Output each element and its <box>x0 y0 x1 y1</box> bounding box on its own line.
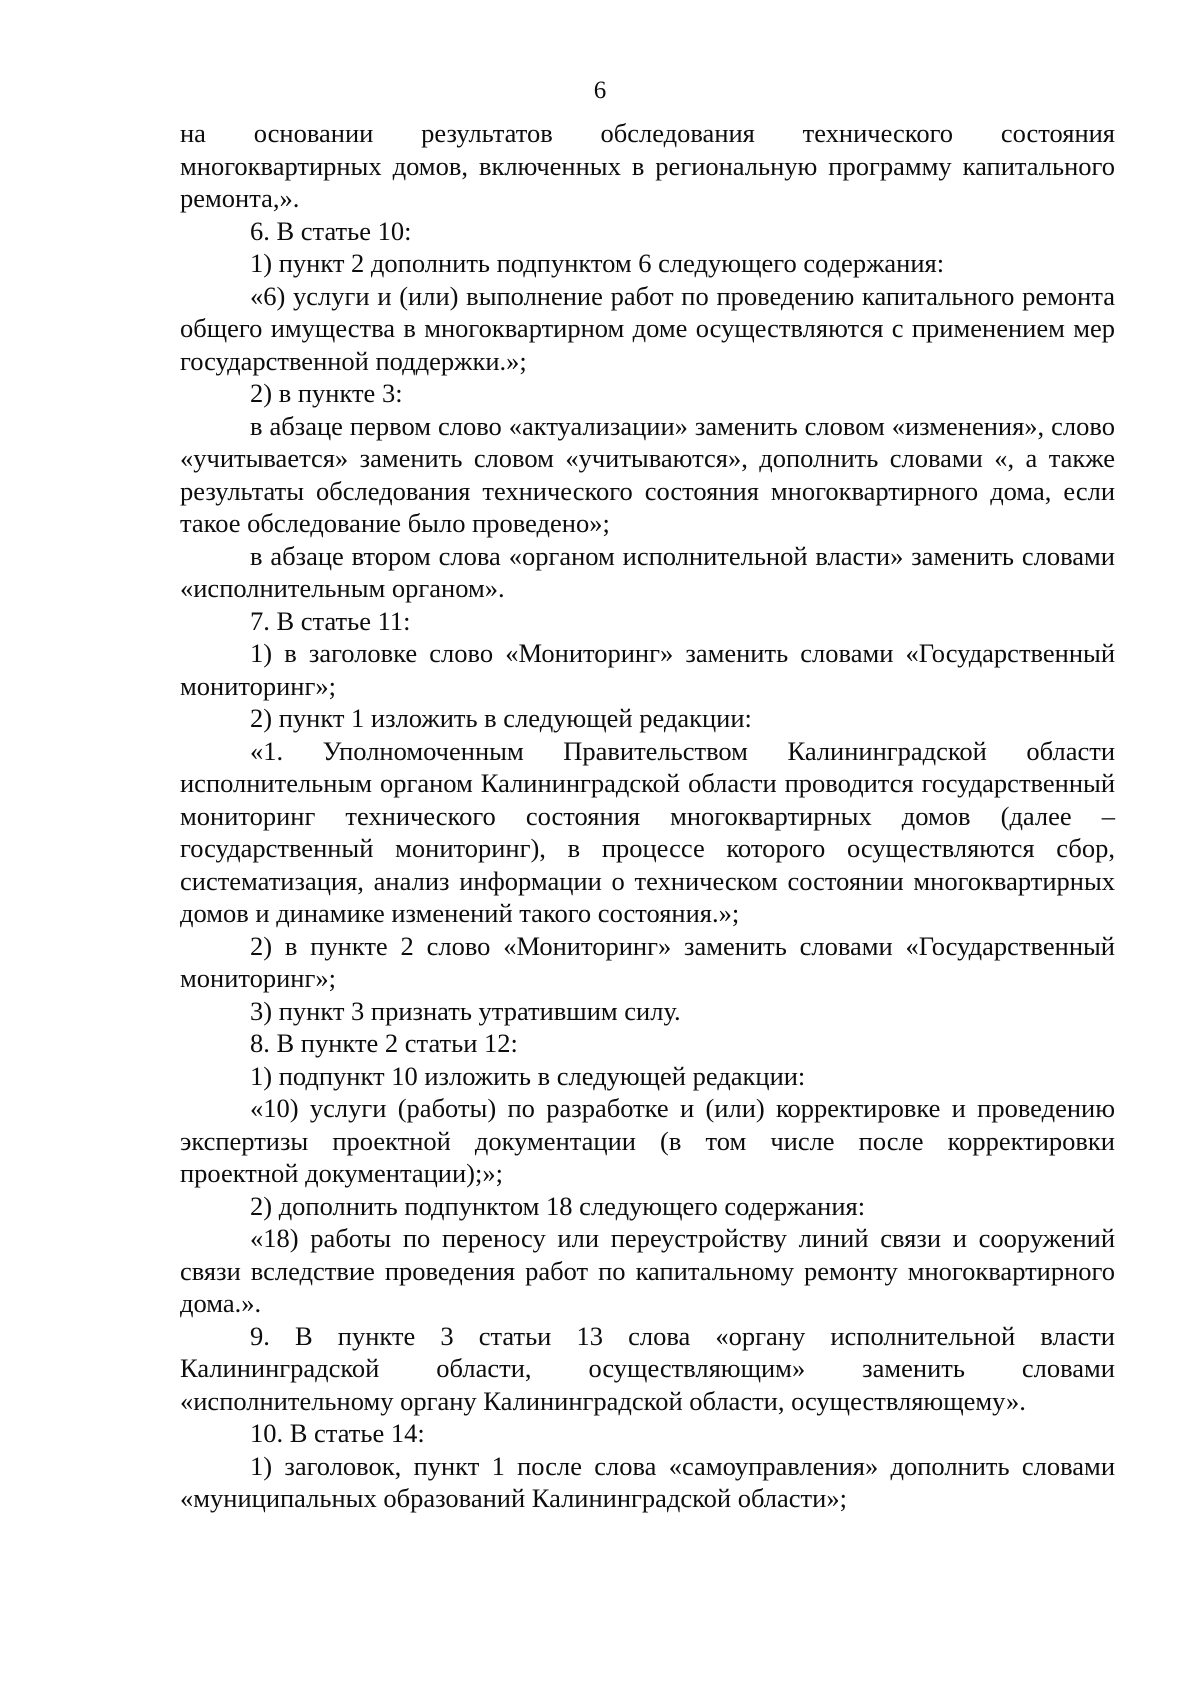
paragraph-item: 2) в пункте 3: <box>250 378 403 408</box>
paragraph-item: 2) пункт 1 изложить в следующей редакции: <box>250 703 752 733</box>
paragraph-article-12-heading: 8. В пункте 2 статьи 12: <box>250 1028 518 1058</box>
page-number: 6 <box>593 77 607 104</box>
paragraph-quote: «1. Уполномоченным Правительством Калининградской области исполнительным органом Калининградской области проводится государственный мониторинг технического состояния многоквартирных домов (далее – государственный мониторинг), в процессе которого осуществляются сбор, систематизация, анализ информации о техническом состоянии многоквартирных домов и динамике изменений такого состояния.»; <box>180 735 1115 928</box>
paragraph-item: 2) в пункте 2 слово «Мониторинг» заменить словами «Государственный мониторинг»; <box>180 930 1115 993</box>
paragraph-quote: «10) услуги (работы) по разработке и (или) корректировке и проведению экспертизы проектной документации (в том числе после корректировки проектной документации);»; <box>180 1093 1115 1188</box>
document-body <box>180 117 1115 1515</box>
paragraph-item: 1) подпункт 10 изложить в следующей редакции: <box>250 1060 806 1091</box>
paragraph-item: 1) в заголовке слово «Мониторинг» заменить словами «Государственный мониторинг»; <box>180 638 1115 701</box>
paragraph-article-10-heading: 6. В статье 10: <box>250 215 412 246</box>
paragraph-continuation: на основании результатов обследования технического состояния многоквартирных домов, включенных в региональную программу капитального ремонта,». <box>180 118 1115 213</box>
paragraph-item: 3) пункт 3 признать утратившим силу. <box>250 995 681 1026</box>
paragraph-quote: «18) работы по переносу или переустройству линий связи и сооружений связи вследствие проведения работ по капитальному ремонту многоквартирного дома.». <box>180 1223 1115 1318</box>
paragraph-item: 1) пункт 2 дополнить подпунктом 6 следующего содержания: <box>250 248 945 278</box>
paragraph-article-14-heading: 10. В статье 14: <box>250 1418 425 1448</box>
paragraph-article-13-amendment: 9. В пункте 3 статьи 13 слова «органу исполнительной власти Калининградской области, осуществляющим» заменить словами «исполнительному органу Калининградской области, осуществляющему». <box>180 1320 1115 1416</box>
paragraph-amendment: в абзаце втором слова «органом исполнительной власти» заменить словами «исполнительным органом». <box>180 540 1115 603</box>
paragraph-item: 2) дополнить подпунктом 18 следующего содержания: <box>250 1190 866 1221</box>
paragraph-article-11-heading: 7. В статье 11: <box>250 605 411 636</box>
paragraph-item: 1) заголовок, пункт 1 после слова «самоуправления» дополнить словами «муниципальных образований Калининградской области»; <box>180 1450 1115 1513</box>
paragraph-amendment: в абзаце первом слово «актуализации» заменить словом «изменения», слово «учитывается» заменить словом «учитываются», дополнить словами «, а также результаты обследования технического состояния многоквартирного дома, если такое обследование было проведено»; <box>180 410 1115 538</box>
paragraph-quote: «6) услуги и (или) выполнение работ по проведению капитального ремонта общего имущества в многоквартирном доме осуществляются с применением мер государственной поддержки.»; <box>180 280 1115 376</box>
